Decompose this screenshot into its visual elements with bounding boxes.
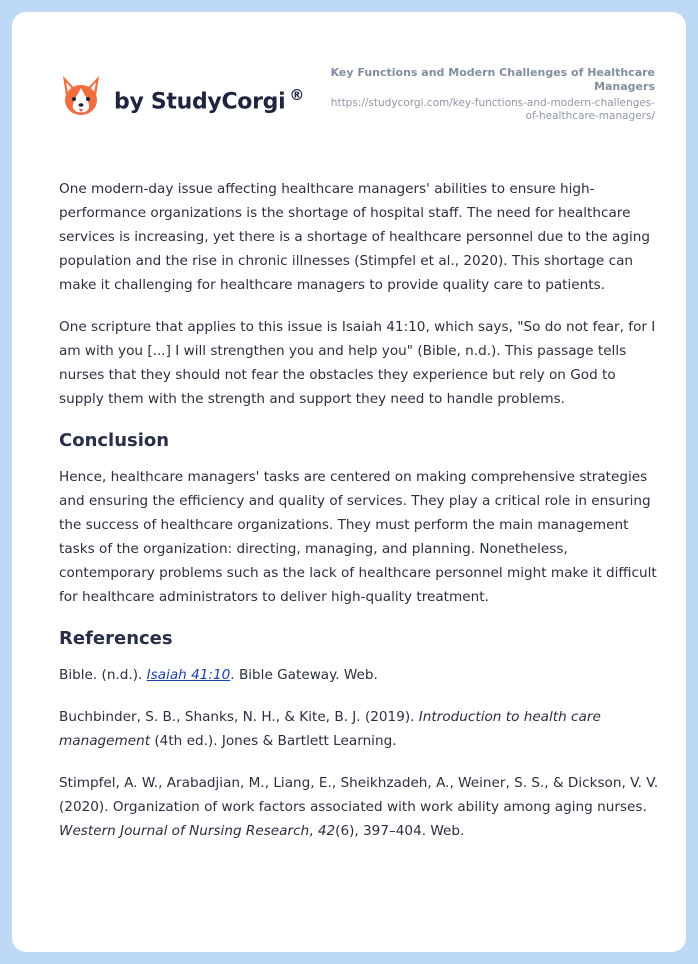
body-paragraph: One modern-day issue affecting healthcare managers' abilities to ensure high-performance organizations is the shortage of hospital staff. The need for healthcare services is increasing, yet there is a shortage of healthcare personnel due to the aging population and the rise in chronic illnesses (Stimpfel et al., 2020). This shortage can make it challenging for healthcare managers to provide quality care to patients. <box>59 181 651 293</box>
brand-name: by StudyCorgi ® <box>114 85 305 115</box>
conclusion-paragraph: Hence, healthcare managers' tasks are centered on making comprehensive strategies and ensuring the efficiency and quality of services. They play a critical role in ensuring the success of healthcare organizations. They must perform the main management tasks of the organization: directing, managing, and planning. Nonetheless, contemporary problems such as the lack of healthcare personnel might make it difficult for healthcare administrators to deliver high-quality treatment. <box>59 469 657 605</box>
document-title: Key Functions and Modern Challenges of Healthcare Managers <box>330 66 655 93</box>
studycorgi-logo[interactable] <box>60 74 304 118</box>
document-body <box>59 177 659 861</box>
reference-item: Buchbinder, S. B., Shanks, N. H., & Kite, B. J. (2019). Introduction to health care management (4th ed.). Jones & Bartlett Learning. <box>59 709 601 749</box>
references-heading: References <box>59 628 173 649</box>
body-paragraph: One scripture that applies to this issue is Isaiah 41:10, which says, "So do not fear, for I am with you [...] I will strengthen you and help you" (Bible, n.d.). This passage tells nurses that they should not fear the obstacles they experience but rely on God to supply them with the strength and support they need to handle problems. <box>59 319 656 407</box>
corgi-icon <box>60 74 102 118</box>
reference-link[interactable]: Isaiah 41:10 <box>146 667 231 683</box>
reference-item: Bible. (n.d.). Isaiah 41:10. Bible Gateway. Web. <box>59 667 378 683</box>
document-header <box>325 66 655 123</box>
document-url[interactable]: https://studycorgi.com/key-functions-and-modern-challenges-of-healthcare-managers/ <box>330 97 655 122</box>
conclusion-heading: Conclusion <box>59 430 170 451</box>
reference-item: Stimpfel, A. W., Arabadjian, M., Liang, E., Sheikhzadeh, A., Weiner, S. S., & Dickson, V. V. (2020). Organization of work factors associated with work ability among aging nurses. Western Journal of Nursing Research, 42(6), 397–404. Web. <box>59 775 659 839</box>
document-page <box>12 12 686 952</box>
